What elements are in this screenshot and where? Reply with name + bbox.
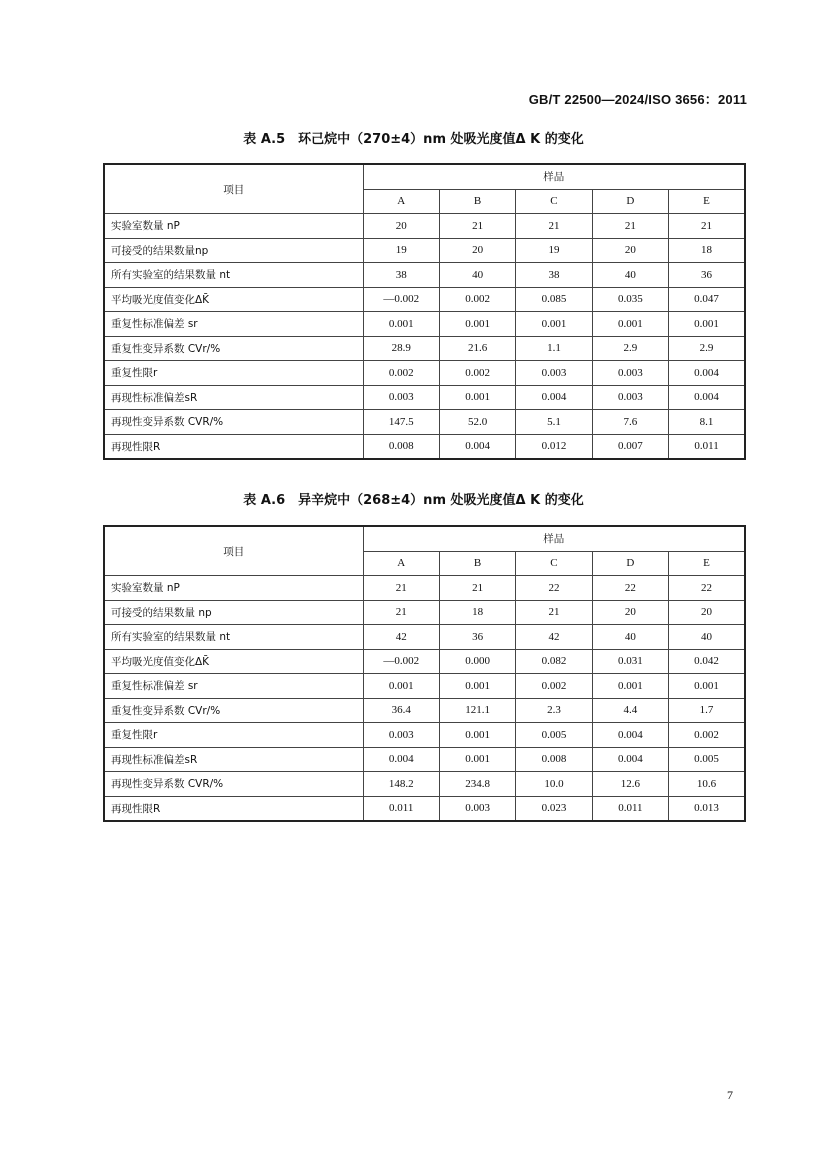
table-cell: 0.042 (669, 649, 745, 674)
row-label: 平均吸光度值变化ΔK̄ (104, 287, 363, 312)
row-label: 再现性变异系数 CVR/% (104, 772, 363, 797)
table-row (104, 312, 745, 337)
table-cell: 20 (669, 600, 745, 625)
table-cell: 0.001 (439, 674, 515, 699)
table-cell: 0.085 (516, 287, 592, 312)
table-cell: 0.008 (516, 747, 592, 772)
table-row (104, 287, 745, 312)
table-row (104, 263, 745, 288)
table-cell: 234.8 (439, 772, 515, 797)
row-label: 再现性限R (104, 434, 363, 459)
table-cell: 0.023 (516, 796, 592, 821)
table-cell: 10.6 (669, 772, 745, 797)
table-cell: 0.002 (439, 287, 515, 312)
table-row (104, 649, 745, 674)
table-cell: 5.1 (516, 410, 592, 435)
table-cell: 0.011 (592, 796, 668, 821)
table-cell: 0.004 (363, 747, 439, 772)
standard-code-header: GB/T 22500—2024/ISO 3656：2011 (528, 92, 747, 107)
table-cell: 0.031 (592, 649, 668, 674)
table-cell: 0.003 (439, 796, 515, 821)
table-cell: 38 (516, 263, 592, 288)
header-row (104, 164, 745, 189)
row-label: 重复性限r (104, 723, 363, 748)
table-cell: 0.004 (669, 385, 745, 410)
table-cell: 20 (592, 238, 668, 263)
table-cell: 1.1 (516, 336, 592, 361)
table-cell: 0.002 (669, 723, 745, 748)
table-cell: 18 (439, 600, 515, 625)
table-row (104, 434, 745, 459)
table-a6-caption: 表 A.6 异辛烷中（268±4）nm 处吸光度值Δ K 的变化 (243, 493, 584, 508)
table-row (104, 625, 745, 650)
table-cell: 0.011 (363, 796, 439, 821)
table-cell: 40 (669, 625, 745, 650)
table-cell: 0.001 (363, 674, 439, 699)
table-cell: 36 (669, 263, 745, 288)
table-cell: 22 (516, 576, 592, 601)
table-cell: 28.9 (363, 336, 439, 361)
table-cell: 21 (592, 214, 668, 239)
table-cell: 40 (439, 263, 515, 288)
row-label: 重复性限r (104, 361, 363, 386)
table-cell: 0.002 (516, 674, 592, 699)
table-cell: 1.7 (669, 698, 745, 723)
table-cell: 0.047 (669, 287, 745, 312)
row-label: 平均吸光度值变化ΔK̄ (104, 649, 363, 674)
table-cell: 0.000 (439, 649, 515, 674)
table-cell: 20 (592, 600, 668, 625)
table-a5-caption: 表 A.5 环己烷中（270±4）nm 处吸光度值Δ K 的变化 (243, 132, 584, 147)
table-cell: 7.6 (592, 410, 668, 435)
table-row (104, 576, 745, 601)
row-label: 实验室数量 nP (104, 576, 363, 601)
row-label: 可接受的结果数量 np (104, 600, 363, 625)
table-cell: 0.004 (516, 385, 592, 410)
table-cell: 0.012 (516, 434, 592, 459)
table-cell: 21 (439, 214, 515, 239)
page-number: 7 (727, 1088, 733, 1102)
row-label: 重复性标准偏差 sr (104, 312, 363, 337)
table-cell: 19 (363, 238, 439, 263)
row-label: 再现性变异系数 CVR/% (104, 410, 363, 435)
table-cell: 121.1 (439, 698, 515, 723)
table-cell: 2.3 (516, 698, 592, 723)
sample-column-label: E (669, 189, 745, 214)
table-cell: 22 (592, 576, 668, 601)
table-cell: 0.003 (363, 723, 439, 748)
sample-column-label: E (669, 551, 745, 576)
table-cell: 21 (516, 600, 592, 625)
table-cell: 4.4 (592, 698, 668, 723)
table-cell: 12.6 (592, 772, 668, 797)
table-cell: 0.001 (669, 674, 745, 699)
item-column-header: 项目 (104, 164, 363, 214)
row-label: 所有实验室的结果数量 nt (104, 625, 363, 650)
table-row (104, 772, 745, 797)
table-cell: 40 (592, 263, 668, 288)
table-cell: 20 (363, 214, 439, 239)
row-label: 重复性变异系数 CVr/% (104, 698, 363, 723)
table-row (104, 238, 745, 263)
table-cell: 0.011 (669, 434, 745, 459)
table-cell: 0.005 (669, 747, 745, 772)
table-cell: 0.001 (592, 312, 668, 337)
row-label: 再现性限R (104, 796, 363, 821)
table-cell: 36 (439, 625, 515, 650)
table-cell: 0.004 (439, 434, 515, 459)
row-label: 实验室数量 nP (104, 214, 363, 239)
table-cell: 0.007 (592, 434, 668, 459)
table-row (104, 796, 745, 821)
table-cell: 0.008 (363, 434, 439, 459)
table-row (104, 698, 745, 723)
table-cell: 0.001 (439, 385, 515, 410)
table-a5 (103, 163, 746, 460)
table-cell: 0.001 (439, 723, 515, 748)
sample-column-label: A (363, 551, 439, 576)
table-cell: 0.004 (592, 747, 668, 772)
sample-column-label: C (516, 189, 592, 214)
table-cell: 0.005 (516, 723, 592, 748)
header-row (104, 526, 745, 551)
table-row (104, 336, 745, 361)
table-cell: 0.082 (516, 649, 592, 674)
table-cell: 0.013 (669, 796, 745, 821)
table-cell: 2.9 (592, 336, 668, 361)
table-cell: 0.004 (592, 723, 668, 748)
table-row (104, 723, 745, 748)
sample-column-label: D (592, 189, 668, 214)
table-cell: 21 (669, 214, 745, 239)
table-cell: 21 (516, 214, 592, 239)
sample-column-label: B (439, 189, 515, 214)
row-label: 再现性标准偏差sR (104, 747, 363, 772)
table-cell: 52.0 (439, 410, 515, 435)
table-cell: 21.6 (439, 336, 515, 361)
row-label: 可接受的结果数量np (104, 238, 363, 263)
table-cell: 0.003 (363, 385, 439, 410)
sample-column-header: 样品 (363, 526, 745, 551)
row-label: 再现性标准偏差sR (104, 385, 363, 410)
table-cell: 0.003 (592, 385, 668, 410)
table-cell: 8.1 (669, 410, 745, 435)
table-cell: 0.001 (363, 312, 439, 337)
table-cell: 22 (669, 576, 745, 601)
table-cell: 19 (516, 238, 592, 263)
table-row (104, 674, 745, 699)
sample-column-label: B (439, 551, 515, 576)
table-cell: 40 (592, 625, 668, 650)
table-cell: 21 (363, 576, 439, 601)
sample-column-label: C (516, 551, 592, 576)
table-cell: —0.002 (363, 649, 439, 674)
sample-column-label: A (363, 189, 439, 214)
table-row (104, 410, 745, 435)
sample-column-header: 样品 (363, 164, 745, 189)
table-row (104, 361, 745, 386)
table-cell: 42 (516, 625, 592, 650)
table-cell: 148.2 (363, 772, 439, 797)
table-cell: 38 (363, 263, 439, 288)
table-cell: 2.9 (669, 336, 745, 361)
table-cell: 20 (439, 238, 515, 263)
table-row (104, 747, 745, 772)
table-row (104, 214, 745, 239)
row-label: 重复性变异系数 CVr/% (104, 336, 363, 361)
table-cell: 21 (363, 600, 439, 625)
table-cell: 36.4 (363, 698, 439, 723)
table-row (104, 600, 745, 625)
sample-column-label: D (592, 551, 668, 576)
table-a6 (103, 525, 746, 822)
table-cell: 0.035 (592, 287, 668, 312)
table-cell: 147.5 (363, 410, 439, 435)
table-cell: 42 (363, 625, 439, 650)
table-cell: 0.001 (592, 674, 668, 699)
table-row (104, 385, 745, 410)
row-label: 重复性标准偏差 sr (104, 674, 363, 699)
table-cell: 18 (669, 238, 745, 263)
table-cell: 0.003 (592, 361, 668, 386)
table-cell: 10.0 (516, 772, 592, 797)
item-column-header: 项目 (104, 526, 363, 576)
row-label: 所有实验室的结果数量 nt (104, 263, 363, 288)
table-cell: 0.001 (439, 747, 515, 772)
table-cell: 0.002 (439, 361, 515, 386)
table-cell: 0.002 (363, 361, 439, 386)
table-cell: 21 (439, 576, 515, 601)
table-cell: 0.003 (516, 361, 592, 386)
table-cell: —0.002 (363, 287, 439, 312)
table-cell: 0.004 (669, 361, 745, 386)
table-cell: 0.001 (439, 312, 515, 337)
table-cell: 0.001 (669, 312, 745, 337)
table-cell: 0.001 (516, 312, 592, 337)
